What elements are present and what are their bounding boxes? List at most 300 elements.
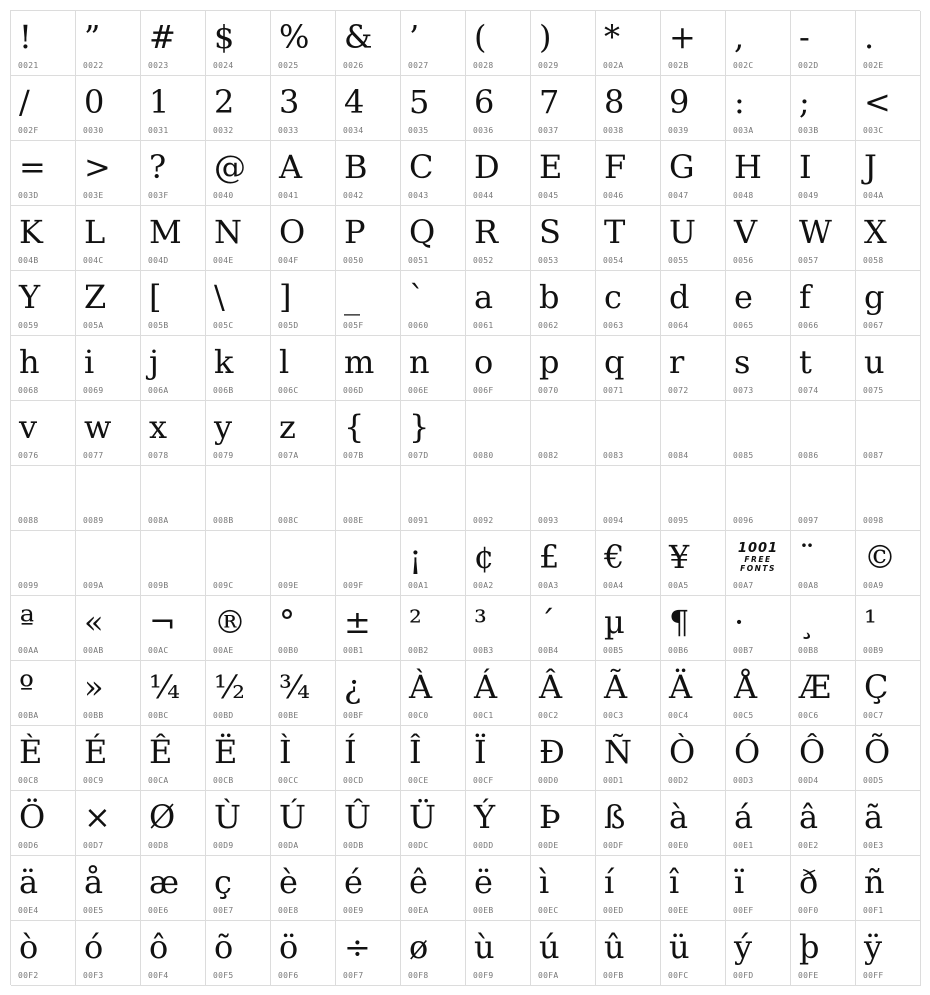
glyph-character: 4 [344, 83, 365, 121]
glyph-cell [11, 336, 76, 401]
glyph-cell [336, 856, 401, 921]
glyph-character: ( [474, 18, 487, 56]
codepoint-label: 007A [278, 451, 299, 460]
glyph-cell [141, 856, 206, 921]
codepoint-label: 002D [798, 61, 819, 70]
glyph-character: M [149, 213, 182, 251]
glyph-character: Õ [864, 733, 891, 771]
glyph-character: é [344, 863, 363, 901]
glyph-cell [661, 466, 726, 531]
glyph-cell [336, 76, 401, 141]
glyph-character: $ [214, 18, 235, 56]
glyph-cell [76, 921, 141, 986]
glyph-cell [596, 726, 661, 791]
codepoint-label: 0057 [798, 256, 819, 265]
glyph-cell [401, 11, 466, 76]
codepoint-label: 00AE [213, 646, 234, 655]
glyph-cell [206, 726, 271, 791]
glyph-character: ? [149, 148, 167, 186]
codepoint-label: 00C1 [473, 711, 494, 720]
codepoint-label: 0038 [603, 126, 624, 135]
codepoint-label: 00DA [278, 841, 299, 850]
glyph-cell [206, 206, 271, 271]
codepoint-label: 0046 [603, 191, 624, 200]
glyph-character: X [864, 213, 887, 251]
codepoint-label: 0033 [278, 126, 299, 135]
codepoint-label: 004F [278, 256, 299, 265]
glyph-cell [271, 336, 336, 401]
codepoint-label: 00D3 [733, 776, 754, 785]
glyph-character: Ù [214, 798, 241, 836]
codepoint-label: 00EE [668, 906, 689, 915]
glyph-character: y [214, 408, 233, 446]
glyph-cell [206, 661, 271, 726]
glyph-character: è [279, 863, 298, 901]
codepoint-label: 00F9 [473, 971, 494, 980]
glyph-character: Ç [864, 668, 889, 706]
codepoint-label: 005C [213, 321, 234, 330]
glyph-cell [531, 271, 596, 336]
codepoint-label: 00E4 [18, 906, 39, 915]
glyph-character: ¨ [799, 538, 815, 576]
glyph-cell [531, 531, 596, 596]
codepoint-label: 0029 [538, 61, 559, 70]
glyph-cell [466, 76, 531, 141]
codepoint-label: 006A [148, 386, 169, 395]
glyph-character: Á [474, 668, 498, 706]
codepoint-label: 003B [798, 126, 819, 135]
glyph-cell [531, 401, 596, 466]
glyph-character: Ñ [604, 733, 632, 771]
glyph-cell [791, 401, 856, 466]
glyph-cell [11, 856, 76, 921]
codepoint-label: 0082 [538, 451, 559, 460]
glyph-cell [596, 856, 661, 921]
codepoint-label: 0065 [733, 321, 754, 330]
glyph-cell [141, 271, 206, 336]
glyph-cell [141, 531, 206, 596]
glyph-cell [856, 466, 921, 531]
codepoint-label: 0036 [473, 126, 494, 135]
codepoint-label: 00BB [83, 711, 104, 720]
codepoint-label: 009E [278, 581, 299, 590]
glyph-cell [141, 596, 206, 661]
codepoint-label: 0088 [18, 516, 39, 525]
glyph-character: ê [409, 863, 428, 901]
glyph-cell [856, 11, 921, 76]
codepoint-label: 00A1 [408, 581, 429, 590]
glyph-cell [206, 596, 271, 661]
glyph-character: & [344, 18, 373, 56]
codepoint-label: 00BC [148, 711, 169, 720]
codepoint-label: 0069 [83, 386, 104, 395]
codepoint-label: 0093 [538, 516, 559, 525]
glyph-character: ¡ [409, 538, 422, 576]
glyph-cell [726, 206, 791, 271]
glyph-character: ò [19, 928, 39, 966]
glyph-cell [661, 11, 726, 76]
glyph-character: U [669, 213, 696, 251]
codepoint-label: 0068 [18, 386, 39, 395]
codepoint-label: 0098 [863, 516, 884, 525]
codepoint-label: 0023 [148, 61, 169, 70]
codepoint-label: 006E [408, 386, 429, 395]
glyph-character: j [149, 343, 159, 381]
glyph-character: A [279, 148, 303, 186]
glyph-cell [726, 11, 791, 76]
glyph-cell [401, 401, 466, 466]
glyph-character: m [344, 343, 375, 381]
codepoint-label: 00A8 [798, 581, 819, 590]
glyph-cell [466, 401, 531, 466]
glyph-character: H [734, 148, 762, 186]
codepoint-label: 004A [863, 191, 884, 200]
glyph-character: e [734, 278, 753, 316]
glyph-cell [596, 141, 661, 206]
codepoint-label: 0096 [733, 516, 754, 525]
glyph-character: ¢ [474, 538, 495, 576]
codepoint-label: 005B [148, 321, 169, 330]
codepoint-label: 00DF [603, 841, 624, 850]
glyph-character: a [474, 278, 494, 316]
codepoint-label: 00ED [603, 906, 624, 915]
codepoint-label: 00D1 [603, 776, 624, 785]
glyph-cell [76, 271, 141, 336]
glyph-character: ß [604, 798, 626, 836]
glyph-character: º [19, 668, 35, 706]
glyph-cell [726, 76, 791, 141]
glyph-character: n [409, 343, 430, 381]
codepoint-label: 00EB [473, 906, 494, 915]
glyph-cell [271, 921, 336, 986]
glyph-character: T [604, 213, 626, 251]
glyph-character: L [84, 213, 106, 251]
codepoint-label: 00E1 [733, 841, 754, 850]
glyph-cell [856, 206, 921, 271]
glyph-cell [726, 921, 791, 986]
glyph-character: ÷ [344, 928, 371, 966]
codepoint-label: 0041 [278, 191, 299, 200]
glyph-character: 1 [149, 83, 170, 121]
codepoint-label: 00AB [83, 646, 104, 655]
glyph-cell [661, 271, 726, 336]
glyph-cell [531, 206, 596, 271]
glyph-character: Ý [474, 798, 496, 836]
codepoint-label: 0031 [148, 126, 169, 135]
codepoint-label: 00BA [18, 711, 39, 720]
codepoint-label: 0075 [863, 386, 884, 395]
glyph-character: 9 [669, 83, 690, 121]
codepoint-label: 0037 [538, 126, 559, 135]
glyph-cell [141, 76, 206, 141]
codepoint-label: 007B [343, 451, 364, 460]
codepoint-label: 00CF [473, 776, 494, 785]
glyph-character: þ [799, 928, 820, 966]
codepoint-label: 00CA [148, 776, 169, 785]
codepoint-label: 00F6 [278, 971, 299, 980]
glyph-character: 2 [214, 83, 235, 121]
glyph-cell [271, 856, 336, 921]
glyph-character: , [734, 18, 745, 56]
codepoint-label: 005D [278, 321, 299, 330]
glyph-character: V [734, 213, 758, 251]
glyph-cell [11, 661, 76, 726]
codepoint-label: 0043 [408, 191, 429, 200]
glyph-character: } [409, 408, 430, 446]
glyph-cell [661, 76, 726, 141]
glyph-cell [336, 726, 401, 791]
glyph-character: E [539, 148, 563, 186]
glyph-cell [401, 336, 466, 401]
codepoint-label: 008E [343, 516, 364, 525]
glyph-character: ç [214, 863, 232, 901]
glyph-cell [271, 206, 336, 271]
glyph-character: À [409, 668, 433, 706]
glyph-character: ; [799, 83, 810, 121]
glyph-character: ä [19, 863, 39, 901]
glyph-cell [791, 596, 856, 661]
glyph-character: ô [149, 928, 169, 966]
codepoint-label: 0039 [668, 126, 689, 135]
glyph-character: ö [279, 928, 299, 966]
glyph-cell [206, 531, 271, 596]
glyph-character: u [864, 343, 885, 381]
codepoint-label: 0025 [278, 61, 299, 70]
codepoint-label: 00E7 [213, 906, 234, 915]
glyph-cell [141, 466, 206, 531]
codepoint-label: 00C3 [603, 711, 624, 720]
glyph-cell [856, 596, 921, 661]
codepoint-label: 0059 [18, 321, 39, 330]
glyph-cell [466, 856, 531, 921]
codepoint-label: 00CD [343, 776, 364, 785]
codepoint-label: 0064 [668, 321, 689, 330]
glyph-cell [206, 791, 271, 856]
glyph-character: / [19, 83, 30, 121]
glyph-character: × [84, 798, 111, 836]
codepoint-label: 00B4 [538, 646, 559, 655]
glyph-cell [791, 336, 856, 401]
glyph-character: G [669, 148, 695, 186]
glyph-cell [336, 141, 401, 206]
glyph-cell [11, 11, 76, 76]
glyph-character: < [864, 83, 891, 121]
glyph-character: ´ [539, 603, 555, 641]
glyph-cell [531, 921, 596, 986]
codepoint-label: 00D7 [83, 841, 104, 850]
glyph-cell [596, 401, 661, 466]
codepoint-label: 00A2 [473, 581, 494, 590]
glyph-cell [726, 531, 791, 596]
glyph-character: î [669, 863, 680, 901]
glyph-character: : [734, 83, 745, 121]
glyph-character: ¼ [149, 668, 181, 706]
glyph-cell [271, 596, 336, 661]
codepoint-label: 00BD [213, 711, 234, 720]
codepoint-label: 00F7 [343, 971, 364, 980]
glyph-character: v [19, 408, 38, 446]
codepoint-label: 0048 [733, 191, 754, 200]
glyph-cell [791, 141, 856, 206]
glyph-cell [466, 271, 531, 336]
codepoint-label: 00F5 [213, 971, 234, 980]
codepoint-label: 00FE [798, 971, 819, 980]
glyph-character: ¥ [669, 538, 690, 576]
glyph-character: ð [799, 863, 819, 901]
glyph-cell [141, 336, 206, 401]
glyph-cell [206, 401, 271, 466]
glyph-character: = [19, 148, 46, 186]
codepoint-label: 002C [733, 61, 754, 70]
glyph-cell [76, 726, 141, 791]
codepoint-label: 00C8 [18, 776, 39, 785]
codepoint-label: 0030 [83, 126, 104, 135]
codepoint-label: 00DC [408, 841, 429, 850]
codepoint-label: 004B [18, 256, 39, 265]
glyph-cell [856, 791, 921, 856]
codepoint-label: 00DD [473, 841, 494, 850]
codepoint-label: 00F4 [148, 971, 169, 980]
glyph-character: ª [19, 603, 35, 641]
glyph-character: € [604, 538, 625, 576]
glyph-character: Z [84, 278, 107, 316]
codepoint-label: 0058 [863, 256, 884, 265]
codepoint-label: 00C7 [863, 711, 884, 720]
glyph-cell [76, 141, 141, 206]
glyph-cell [466, 531, 531, 596]
glyph-character: Ð [539, 733, 565, 771]
codepoint-label: 00E8 [278, 906, 299, 915]
glyph-cell [726, 401, 791, 466]
codepoint-label: 0045 [538, 191, 559, 200]
glyph-cell [76, 531, 141, 596]
codepoint-label: 0071 [603, 386, 624, 395]
glyph-character: õ [214, 928, 234, 966]
codepoint-label: 0066 [798, 321, 819, 330]
glyph-character: ñ [864, 863, 885, 901]
glyph-character: È [19, 733, 43, 771]
glyph-character: û [604, 928, 625, 966]
codepoint-label: 0026 [343, 61, 364, 70]
glyph-character: ] [279, 278, 292, 316]
glyph-cell [76, 11, 141, 76]
glyph-cell [791, 661, 856, 726]
codepoint-label: 007D [408, 451, 429, 460]
glyph-character: ° [279, 603, 295, 641]
codepoint-label: 00E5 [83, 906, 104, 915]
glyph-cell [661, 791, 726, 856]
glyph-cell [856, 271, 921, 336]
glyph-cell [531, 76, 596, 141]
glyph-cell [271, 661, 336, 726]
glyph-character: Y [19, 278, 41, 316]
glyph-cell [76, 401, 141, 466]
glyph-character: ² [409, 603, 422, 641]
codepoint-label: 00FA [538, 971, 559, 980]
glyph-character: í [604, 863, 615, 901]
glyph-character: K [19, 213, 43, 251]
glyph-cell [596, 271, 661, 336]
glyph-cell [661, 336, 726, 401]
codepoint-label: 00C9 [83, 776, 104, 785]
glyph-character: ó [84, 928, 104, 966]
glyph-cell [271, 271, 336, 336]
glyph-cell [726, 856, 791, 921]
codepoint-label: 0094 [603, 516, 624, 525]
codepoint-label: 0062 [538, 321, 559, 330]
glyph-cell [726, 271, 791, 336]
glyph-character: ù [474, 928, 495, 966]
codepoint-label: 00A7 [733, 581, 754, 590]
glyph-character: D [474, 148, 500, 186]
glyph-cell [141, 141, 206, 206]
glyph-cell [11, 206, 76, 271]
glyph-character: Í [344, 733, 357, 771]
glyph-cell [271, 531, 336, 596]
codepoint-label: 0056 [733, 256, 754, 265]
codepoint-label: 00D8 [148, 841, 169, 850]
codepoint-label: 00BE [278, 711, 299, 720]
codepoint-label: 006D [343, 386, 364, 395]
glyph-character: ý [734, 928, 753, 966]
codepoint-label: 0072 [668, 386, 689, 395]
glyph-character: Ä [669, 668, 693, 706]
glyph-character: ì [539, 863, 550, 901]
glyph-cell [11, 141, 76, 206]
codepoint-label: 0028 [473, 61, 494, 70]
codepoint-label: 00F3 [83, 971, 104, 980]
codepoint-label: 00C4 [668, 711, 689, 720]
glyph-cell [401, 661, 466, 726]
codepoint-label: 0063 [603, 321, 624, 330]
glyph-cell [206, 141, 271, 206]
glyph-cell [76, 76, 141, 141]
glyph-cell [336, 336, 401, 401]
glyph-character: » [84, 668, 104, 706]
codepoint-label: 009F [343, 581, 364, 590]
glyph-character: Ê [149, 733, 173, 771]
codepoint-label: 00C0 [408, 711, 429, 720]
glyph-character: g [864, 278, 885, 316]
codepoint-label: 008C [278, 516, 299, 525]
glyph-cell [401, 921, 466, 986]
glyph-cell [271, 791, 336, 856]
glyph-character: W [799, 213, 832, 251]
glyph-character: Ø [149, 798, 176, 836]
glyph-cell [856, 141, 921, 206]
glyph-character: ø [409, 928, 429, 966]
codepoint-label: 0077 [83, 451, 104, 460]
glyph-character: z [279, 408, 296, 446]
glyph-character: f [799, 278, 811, 316]
glyph-character: É [84, 733, 108, 771]
glyph-cell [466, 661, 531, 726]
codepoint-label: 00C5 [733, 711, 754, 720]
glyph-character: Ú [279, 798, 306, 836]
glyph-cell [401, 141, 466, 206]
codepoint-label: 0052 [473, 256, 494, 265]
glyph-cell [596, 921, 661, 986]
codepoint-label: 00B7 [733, 646, 754, 655]
glyph-character: « [84, 603, 104, 641]
glyph-cell [531, 596, 596, 661]
codepoint-label: 00E0 [668, 841, 689, 850]
codepoint-label: 00E6 [148, 906, 169, 915]
codepoint-label: 0087 [863, 451, 884, 460]
glyph-character: @ [214, 148, 246, 186]
glyph-cell [271, 466, 336, 531]
glyph-cell [141, 726, 206, 791]
